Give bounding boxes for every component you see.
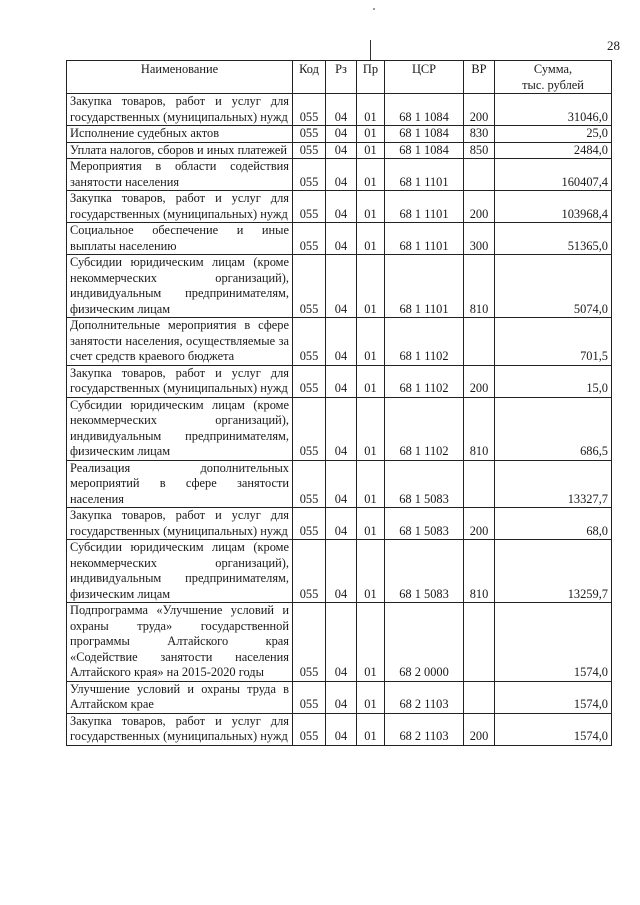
row-sum: 13327,7 xyxy=(495,460,612,508)
header-vr: ВР xyxy=(464,61,495,94)
row-pr: 01 xyxy=(357,508,385,540)
row-kod: 055 xyxy=(293,191,326,223)
row-sum: 701,5 xyxy=(495,318,612,366)
row-pr: 01 xyxy=(357,223,385,255)
row-name: Улучшение условий и охраны труда в Алтайском крае xyxy=(67,681,293,713)
row-csr: 68 1 1084 xyxy=(385,126,464,143)
row-vr: 810 xyxy=(464,540,495,603)
row-rz: 04 xyxy=(326,223,357,255)
row-csr: 68 1 1084 xyxy=(385,142,464,159)
row-pr: 01 xyxy=(357,255,385,318)
row-rz: 04 xyxy=(326,191,357,223)
row-kod: 055 xyxy=(293,126,326,143)
row-name: Закупка товаров, работ и услуг для государственных (муниципальных) нужд xyxy=(67,713,293,745)
page-number: 28 xyxy=(607,38,620,53)
row-pr: 01 xyxy=(357,126,385,143)
row-name: Подпрограмма «Улучшение условий и охраны труда» государственной программы Алтайского края «Содействие занятости населения Алтайского края» на 2015-2020 годы xyxy=(67,603,293,682)
row-name: Социальное обеспечение и иные выплаты населению xyxy=(67,223,293,255)
table-row xyxy=(67,681,612,713)
table-row xyxy=(67,540,612,603)
row-rz: 04 xyxy=(326,460,357,508)
row-pr: 01 xyxy=(357,142,385,159)
row-kod: 055 xyxy=(293,223,326,255)
row-vr xyxy=(464,159,495,191)
row-pr: 01 xyxy=(357,713,385,745)
header-sum xyxy=(495,61,612,94)
row-kod: 055 xyxy=(293,508,326,540)
row-name: Субсидии юридическим лицам (кроме некоммерческих организаций), индивидуальным предпринимателям, физическим лицам xyxy=(67,540,293,603)
row-rz: 04 xyxy=(326,540,357,603)
row-rz: 04 xyxy=(326,508,357,540)
row-rz: 04 xyxy=(326,365,357,397)
row-vr: 200 xyxy=(464,94,495,126)
row-csr: 68 1 1101 xyxy=(385,255,464,318)
table-row xyxy=(67,159,612,191)
row-kod: 055 xyxy=(293,142,326,159)
row-name: Исполнение судебных актов xyxy=(67,126,293,143)
row-vr xyxy=(464,603,495,682)
row-vr: 810 xyxy=(464,397,495,460)
table-header-row xyxy=(67,61,612,94)
row-kod: 055 xyxy=(293,255,326,318)
row-vr: 200 xyxy=(464,365,495,397)
table-row xyxy=(67,603,612,682)
row-kod: 055 xyxy=(293,94,326,126)
row-kod: 055 xyxy=(293,681,326,713)
scan-mark xyxy=(370,40,371,60)
row-rz: 04 xyxy=(326,397,357,460)
row-vr xyxy=(464,318,495,366)
budget-table xyxy=(66,60,612,746)
row-csr: 68 1 1102 xyxy=(385,318,464,366)
row-csr: 68 1 1102 xyxy=(385,365,464,397)
row-sum: 160407,4 xyxy=(495,159,612,191)
row-pr: 01 xyxy=(357,397,385,460)
row-rz: 04 xyxy=(326,713,357,745)
row-csr: 68 2 0000 xyxy=(385,603,464,682)
table-row xyxy=(67,142,612,159)
header-csr: ЦСР xyxy=(385,61,464,94)
row-kod: 055 xyxy=(293,159,326,191)
row-rz: 04 xyxy=(326,603,357,682)
table-row xyxy=(67,460,612,508)
row-sum: 31046,0 xyxy=(495,94,612,126)
row-sum: 1574,0 xyxy=(495,713,612,745)
row-sum: 13259,7 xyxy=(495,540,612,603)
row-csr: 68 2 1103 xyxy=(385,681,464,713)
table-row xyxy=(67,126,612,143)
table-row xyxy=(67,397,612,460)
row-name: Субсидии юридическим лицам (кроме некоммерческих организаций), индивидуальным предпринимателям, физическим лицам xyxy=(67,255,293,318)
row-kod: 055 xyxy=(293,603,326,682)
row-sum: 103968,4 xyxy=(495,191,612,223)
row-kod: 055 xyxy=(293,318,326,366)
row-sum: 68,0 xyxy=(495,508,612,540)
row-kod: 055 xyxy=(293,365,326,397)
header-sum-line1: Сумма, xyxy=(533,62,573,76)
row-csr: 68 1 1101 xyxy=(385,191,464,223)
row-csr: 68 1 1102 xyxy=(385,397,464,460)
row-sum: 1574,0 xyxy=(495,603,612,682)
row-pr: 01 xyxy=(357,603,385,682)
header-name: Наименование xyxy=(67,61,293,94)
row-rz: 04 xyxy=(326,142,357,159)
row-rz: 04 xyxy=(326,94,357,126)
row-csr: 68 1 1084 xyxy=(385,94,464,126)
row-rz: 04 xyxy=(326,159,357,191)
row-kod: 055 xyxy=(293,713,326,745)
row-pr: 01 xyxy=(357,460,385,508)
row-sum: 15,0 xyxy=(495,365,612,397)
row-csr: 68 1 5083 xyxy=(385,540,464,603)
table-body xyxy=(67,94,612,746)
row-name: Уплата налогов, сборов и иных платежей xyxy=(67,142,293,159)
table-row xyxy=(67,318,612,366)
row-vr: 810 xyxy=(464,255,495,318)
row-pr: 01 xyxy=(357,159,385,191)
row-pr: 01 xyxy=(357,318,385,366)
header-sum-line2: тыс. рублей xyxy=(522,77,584,92)
row-sum: 2484,0 xyxy=(495,142,612,159)
row-kod: 055 xyxy=(293,540,326,603)
row-sum: 686,5 xyxy=(495,397,612,460)
row-name: Закупка товаров, работ и услуг для государственных (муниципальных) нужд xyxy=(67,94,293,126)
row-csr: 68 2 1103 xyxy=(385,713,464,745)
row-rz: 04 xyxy=(326,255,357,318)
row-vr: 300 xyxy=(464,223,495,255)
scan-dot xyxy=(373,8,375,10)
row-pr: 01 xyxy=(357,681,385,713)
row-name: Мероприятия в области содействия занятости населения xyxy=(67,159,293,191)
row-rz: 04 xyxy=(326,681,357,713)
header-pr: Пр xyxy=(357,61,385,94)
row-name: Субсидии юридическим лицам (кроме некоммерческих организаций), индивидуальным предпринимателям, физическим лицам xyxy=(67,397,293,460)
table-row xyxy=(67,94,612,126)
row-pr: 01 xyxy=(357,191,385,223)
table-row xyxy=(67,713,612,745)
row-pr: 01 xyxy=(357,365,385,397)
row-csr: 68 1 1101 xyxy=(385,159,464,191)
row-vr: 850 xyxy=(464,142,495,159)
row-sum: 25,0 xyxy=(495,126,612,143)
row-vr: 200 xyxy=(464,713,495,745)
table-row xyxy=(67,365,612,397)
row-csr: 68 1 5083 xyxy=(385,508,464,540)
row-csr: 68 1 5083 xyxy=(385,460,464,508)
table-row xyxy=(67,223,612,255)
row-name: Закупка товаров, работ и услуг для государственных (муниципальных) нужд xyxy=(67,508,293,540)
row-name: Закупка товаров, работ и услуг для государственных (муниципальных) нужд xyxy=(67,191,293,223)
row-name: Дополнительные мероприятия в сфере занятости населения, осуществляемые за счет средств краевого бюджета xyxy=(67,318,293,366)
row-vr: 830 xyxy=(464,126,495,143)
row-kod: 055 xyxy=(293,460,326,508)
table-row xyxy=(67,508,612,540)
row-name: Закупка товаров, работ и услуг для государственных (муниципальных) нужд xyxy=(67,365,293,397)
row-pr: 01 xyxy=(357,540,385,603)
row-kod: 055 xyxy=(293,397,326,460)
row-name: Реализация дополнительных мероприятий в сфере занятости населения xyxy=(67,460,293,508)
row-sum: 5074,0 xyxy=(495,255,612,318)
header-rz: Рз xyxy=(326,61,357,94)
row-rz: 04 xyxy=(326,318,357,366)
header-kod: Код xyxy=(293,61,326,94)
row-sum: 1574,0 xyxy=(495,681,612,713)
table-row xyxy=(67,255,612,318)
table-row xyxy=(67,191,612,223)
row-csr: 68 1 1101 xyxy=(385,223,464,255)
row-vr: 200 xyxy=(464,191,495,223)
row-vr xyxy=(464,681,495,713)
row-sum: 51365,0 xyxy=(495,223,612,255)
row-pr: 01 xyxy=(357,94,385,126)
row-vr xyxy=(464,460,495,508)
row-rz: 04 xyxy=(326,126,357,143)
row-vr: 200 xyxy=(464,508,495,540)
